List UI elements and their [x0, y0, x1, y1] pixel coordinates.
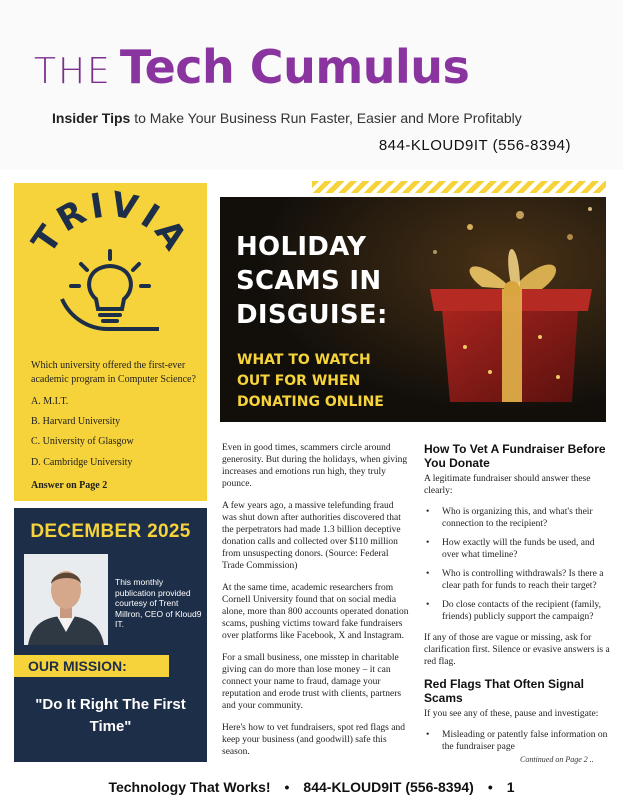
section-heading: How To Vet A Fundraiser Before You Donate	[424, 442, 606, 470]
hero-title	[236, 230, 388, 332]
trivia-badge-text: TRIVIA	[24, 189, 197, 261]
trivia-box	[14, 183, 207, 501]
hero-subtitle	[237, 350, 384, 413]
section-intro: If you see any of these, pause and investigate:	[424, 709, 599, 719]
list-item: • Who is organizing this, and what's their connection to the recipient?	[424, 506, 610, 530]
article-column-1	[222, 442, 410, 768]
list-item: • Do close contacts of the recipient (family, friends) publicly support the campaign?	[424, 599, 610, 623]
page-number: 1	[506, 779, 515, 795]
list-item: • Misleading or patently false information on the fundraiser page	[424, 729, 610, 753]
footer-phone[interactable]: 844-KLOUD9IT (556-8394)	[303, 779, 474, 795]
lightbulb-icon	[71, 251, 149, 321]
hero-title-line: HOLIDAY	[236, 232, 367, 262]
footer	[0, 772, 623, 807]
footer-separator: •	[487, 779, 493, 795]
trivia-option-c: C. University of Glasgow	[31, 436, 134, 447]
hero-stripe	[312, 181, 606, 193]
article-paragraph: Even in good times, scammers circle around generosity. But during the holidays, when giving increases and emotions run high, they truly pounce.	[222, 443, 408, 489]
tagline-rest: to Make Your Business Run Faster, Easier and More Profitably	[130, 110, 522, 126]
newsletter-title	[34, 40, 469, 94]
header-phone[interactable]: 844-KLOUD9IT (556-8394)	[378, 137, 571, 154]
article-paragraph: At the same time, academic researchers from Cornell University found that on social media alone, more than 800 accounts operated donation scams, pushing victims toward fake fundraisers over platforms like Facebook, X and Instagram.	[222, 583, 409, 641]
footer-separator: •	[284, 779, 290, 795]
list-item: • Who is controlling withdrawals? Is there a clear path for funds to reach their target?	[424, 568, 610, 592]
mission-bar	[14, 655, 169, 677]
continued-note[interactable]: Continued on Page 2 ..	[520, 755, 594, 764]
trivia-badge	[24, 189, 197, 339]
section-intro: A legitimate fundraiser should answer these clearly:	[424, 474, 591, 496]
mission-quote: "Do It Right The First Time"	[35, 696, 186, 735]
issue-note: This monthly publication provided courtesy of Trent Millron, CEO of Kloud9 IT.	[115, 577, 202, 629]
vet-question-list	[424, 506, 610, 623]
trivia-answer-note: Answer on Page 2	[31, 480, 108, 491]
hero-subtitle-line: DONATING ONLINE	[237, 394, 384, 410]
hero-subtitle-line: WHAT TO WATCH	[237, 352, 371, 368]
hero-title-line: SCAMS IN	[236, 266, 382, 296]
hero-title-line: DISGUISE:	[236, 300, 388, 330]
tagline	[52, 110, 522, 126]
section-heading: Red Flags That Often Signal Scams	[424, 677, 585, 705]
hero-banner	[220, 197, 606, 422]
footer-slogan: Technology That Works!	[108, 779, 271, 795]
article-column-2	[424, 442, 610, 762]
trivia-option-b: B. Harvard University	[31, 416, 121, 427]
article-paragraph: If any of those are vague or missing, ask for clarification first. Silence or evasive answers is a red flag.	[424, 633, 610, 667]
masthead	[0, 0, 623, 170]
list-item: • How exactly will the funds be used, and over what timeline?	[424, 537, 610, 561]
article-paragraph: A few years ago, a massive telefunding fraud was shut down after authorities discovered that the perpetrators had made 1.3 billion deceptive donation calls and collected over $110 million from unsuspecting donors. (Source: Federal Trade Commission)	[222, 501, 401, 571]
mission-label: OUR MISSION:	[28, 658, 127, 674]
trivia-option-d: D. Cambridge University	[31, 457, 133, 468]
ceo-photo	[24, 554, 108, 645]
issue-date: DECEMBER 2025	[30, 521, 191, 542]
article-paragraph: For a small business, one misstep in charitable giving can do more than lose money – it can connect your name to fraud, damage your reputation and erode trust with clients, partners and your community.	[222, 653, 402, 711]
issue-panel	[14, 508, 207, 762]
red-flag-list	[424, 729, 610, 753]
article-paragraph: Here's how to vet fundraisers, spot red flags and keep your business (and goodwill) safe this season.	[222, 723, 405, 757]
tagline-bold: Insider Tips	[52, 110, 131, 126]
hero-subtitle-line: OUT FOR WHEN	[237, 373, 361, 389]
trivia-option-a: A. M.I.T.	[31, 396, 69, 407]
title-prefix: THE	[34, 51, 112, 92]
title-main: Tech Cumulus	[119, 40, 470, 94]
trivia-question: Which university offered the first-ever academic program in Computer Science?	[31, 360, 196, 385]
